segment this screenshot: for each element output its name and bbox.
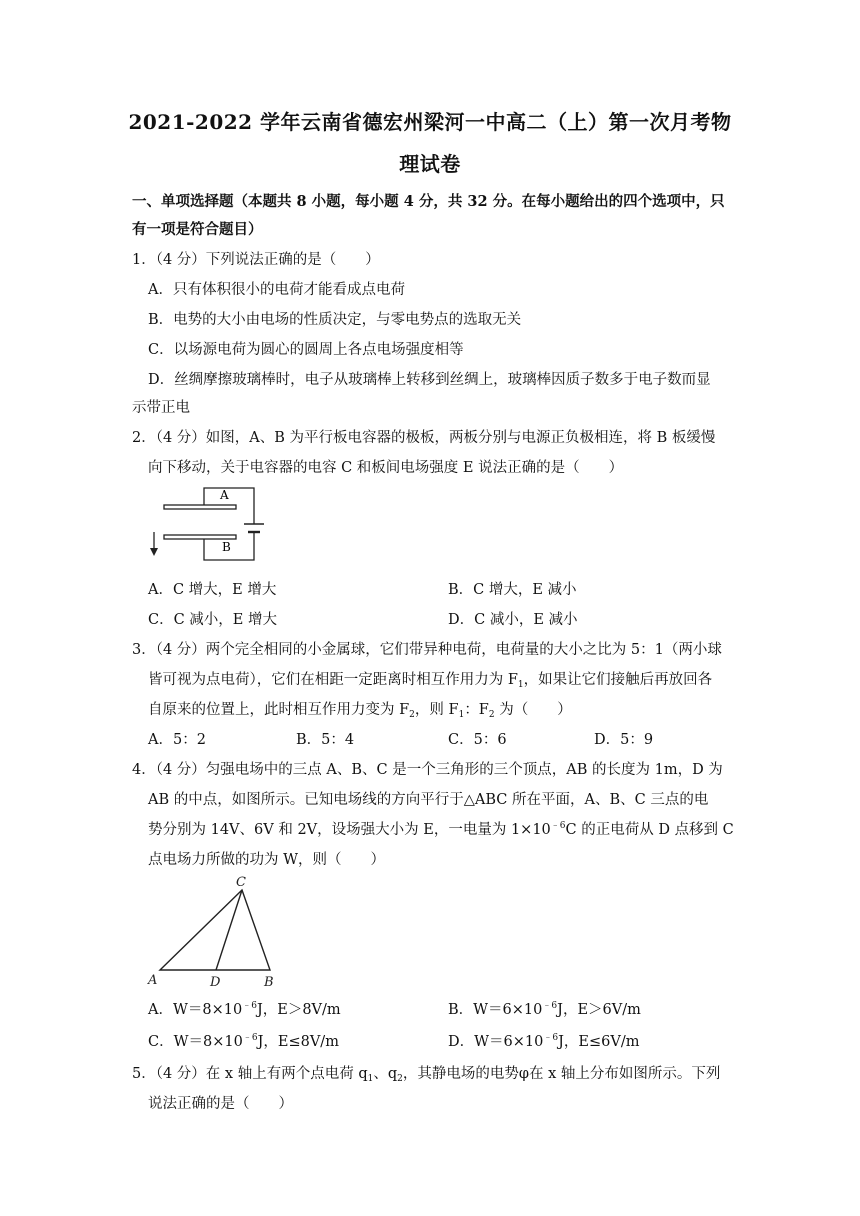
question-stem-continued: AB 的中点，如图所示。已知电场线的方向平行于△ABC 所在平面，A、B、C 三点的电 [148,792,709,808]
vertex-a-label: A [148,973,158,988]
question-stem: 4．（4 分）匀强电场中的三点 A、B、C 是一个三角形的三个顶点，AB 的长度为 1m，D 为 [132,762,723,778]
plate-b [164,535,236,539]
option-a: A．C 增大，E 增大 [148,582,277,598]
option-b: B．$W=6\times 10^{﹣6}J$，E＞6V/m [448,1001,641,1018]
option-a: A．5：2 [148,732,206,748]
option-d: D．C 减小，E 减小 [448,612,578,628]
exam-title-line1: 2021-2022 学年云南省德宏州梁河一中高二（上）第一次月考物 [128,110,732,134]
option-d-continued: 示带正电 [132,400,190,416]
capacitor-circuit-figure [144,486,274,568]
triangle-abc-figure [146,874,286,990]
option-c: C．5：6 [448,732,507,748]
option-c: C．$W=8\times 10^{﹣6}J$，E≤8V/m [148,1033,339,1050]
triangle-abc [160,890,270,970]
option-d: D．5：9 [594,732,654,748]
option-a: A．$W=8\times 10^{﹣6}J$，E＞8V/m [148,1001,341,1018]
vertex-b-label: B [264,975,274,990]
question-stem: 5．（4 分）在 x 轴上有两个点电荷 $q_1$、$q_2$，其静电场的电势φ在 x 轴上分布如图所示。下列 [132,1066,721,1084]
vertex-c-label: C [236,875,246,890]
question-stem-continued: 皆可视为点电荷），它们在相距一定距离时相互作用力为 $F_1$，如果让它们接触后再放回各 [148,672,713,690]
question-stem-continued: 向下移动，关于电容器的电容 C 和板间电场强度 E 说法正确的是（ ） [148,460,624,476]
question-stem: 3．（4 分）两个完全相同的小金属球，它们带异种电荷，电荷量的大小之比为 5：1（两小球 [132,642,722,658]
question-stem-continued: 自原来的位置上，此时相互作用力变为 $F_2$，则 $F_1$：$F_2$ 为（ ） [148,702,572,720]
question-stem-continued: 势分别为 14V、6V 和 2V，设场强大小为 E，一电量为 $1\times 10^{﹣6}C$ 的正电荷从 D 点移到 C [148,821,734,838]
option-a: A．只有体积很小的电荷才能看成点电荷 [148,282,405,298]
option-c: C．C 减小，E 增大 [148,612,277,628]
option-d: D．$W=6\times 10^{﹣6}J$，E≤6V/m [448,1033,640,1050]
down-arrow-icon [150,548,158,556]
question-stem-continued: 说法正确的是（ ） [148,1096,293,1112]
exam-title-line2: 理试卷 [399,152,461,176]
plate-a [164,505,236,509]
question-stem: 1．（4 分）下列说法正确的是（ ） [132,252,380,268]
section-heading-line2: 有一项是符合题目） [132,221,263,238]
question-stem: 2．（4 分）如图，A、B 为平行板电容器的极板，两板分别与电源正负极相连，将 B 板缓慢 [132,430,716,446]
option-b: B．C 增大，E 减小 [448,582,577,598]
question-stem-continued: 点电场力所做的功为 W，则（ ） [148,852,386,868]
option-c: C．以场源电荷为圆心的圆周上各点电场强度相等 [148,342,464,358]
label-b: B [222,540,231,554]
option-b: B．电势的大小由电场的性质决定，与零电势点的选取无关 [148,312,522,328]
label-a: A [220,488,229,502]
option-d: D．丝绸摩擦玻璃棒时，电子从玻璃棒上转移到丝绸上，玻璃棒因质子数多于电子数而显 [148,372,711,388]
option-b: B．5：4 [296,732,355,748]
point-d-label: D [210,975,221,990]
section-heading-line1: 一、单项选择题（本题共 8 小题，每小题 4 分，共 32 分。在每小题给出的四个选项中，只 [132,193,725,210]
